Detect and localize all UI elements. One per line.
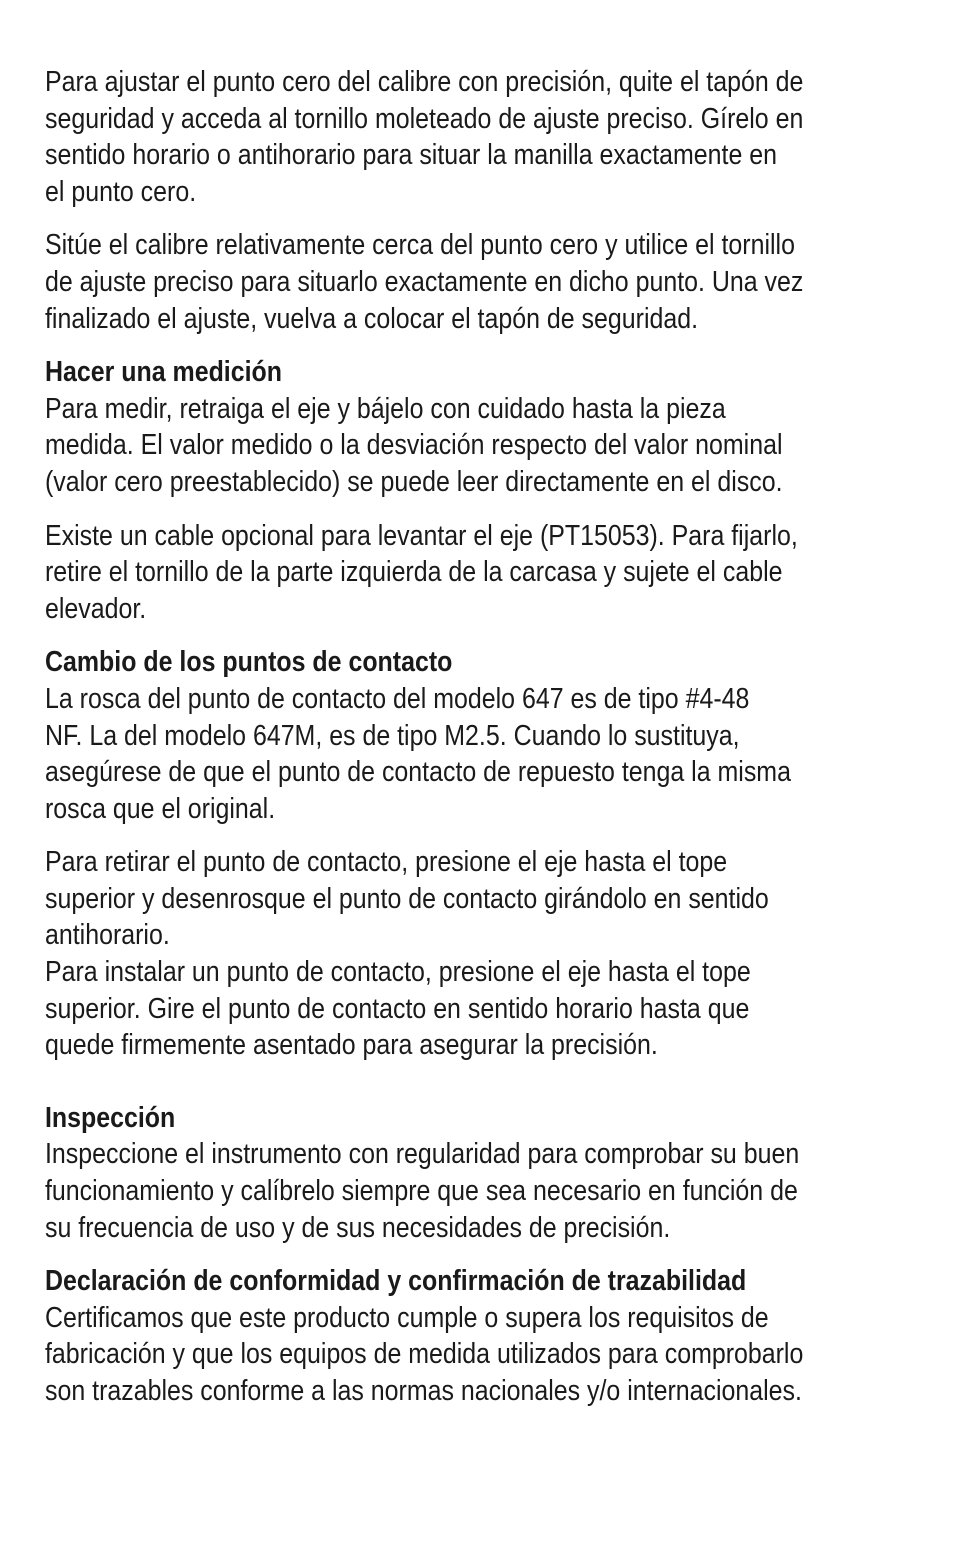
paragraph-lift-cable — [45, 518, 915, 628]
text-line: Para instalar un punto de contacto, presione el eje hasta el tope — [45, 956, 751, 989]
text-line: Existe un cable opcional para levantar el eje (PT15053). Para fijarlo, — [45, 519, 798, 552]
text-line: el punto cero. — [45, 175, 197, 208]
section-inspection — [45, 1100, 915, 1246]
text-line: sentido horario o antihorario para situar la manilla exactamente en — [45, 139, 777, 172]
text-line: rosca que el original. — [45, 792, 276, 825]
section-heading: Hacer una medición — [45, 356, 283, 389]
text-line: finalizado el ajuste, vuelva a colocar el tapón de seguridad. — [45, 302, 699, 335]
text-line: Para ajustar el punto cero del calibre con precisión, quite el tapón de — [45, 66, 804, 98]
paragraph-remove-install — [45, 844, 915, 1064]
text-line: Inspeccione el instrumento con regularidad para comprobar su buen — [45, 1138, 800, 1171]
text-line: funcionamiento y calíbrelo siempre que sea necesario en función de — [45, 1175, 798, 1208]
section-conformity — [45, 1263, 915, 1409]
section-heading: Inspección — [45, 1101, 176, 1134]
text-line: son trazables conforme a las normas nacionales y/o internacionales. — [45, 1375, 802, 1407]
section-heading: Cambio de los puntos de contacto — [45, 646, 453, 679]
paragraph-fine-adjust — [45, 227, 915, 337]
text-line: superior y desenrosque el punto de contacto girándolo en sentido — [45, 882, 769, 915]
text-line: de ajuste preciso para situarlo exactamente en dicho punto. Una vez — [45, 265, 804, 298]
text-line: Sitúe el calibre relativamente cerca del punto cero y utilice el tornillo — [45, 229, 795, 262]
text-line: La rosca del punto de contacto del modelo 647 es de tipo #4-48 — [45, 682, 750, 715]
text-line: (valor cero preestablecido) se puede leer directamente en el disco. — [45, 465, 783, 498]
text-line: superior. Gire el punto de contacto en sentido horario hasta que — [45, 992, 750, 1025]
text-line: quede firmemente asentado para asegurar la precisión. — [45, 1029, 658, 1062]
text-line: elevador. — [45, 592, 147, 625]
text-line: Para medir, retraiga el eje y bájelo con cuidado hasta la pieza — [45, 392, 726, 425]
document-page — [45, 64, 915, 1427]
text-line: asegúrese de que el punto de contacto de repuesto tenga la misma — [45, 756, 791, 789]
text-line: retire el tornillo de la parte izquierda de la carcasa y sujete el cable — [45, 556, 783, 589]
text-line: antihorario. — [45, 919, 170, 952]
text-line: Para retirar el punto de contacto, presione el eje hasta el tope — [45, 846, 728, 879]
section-heading: Declaración de conformidad y confirmación de trazabilidad — [45, 1265, 747, 1298]
text-line: su frecuencia de uso y de sus necesidades de precisión. — [45, 1211, 671, 1244]
text-line: Certificamos que este producto cumple o supera los requisitos de — [45, 1301, 769, 1334]
section-contact-points — [45, 644, 915, 827]
text-line: fabricación y que los equipos de medida utilizados para comprobarlo — [45, 1338, 804, 1371]
section-measurement — [45, 354, 915, 500]
paragraph-zero-adjust — [45, 64, 915, 210]
text-line: medida. El valor medido o la desviación respecto del valor nominal — [45, 429, 783, 462]
text-line: NF. La del modelo 647M, es de tipo M2.5. Cuando lo sustituya, — [45, 719, 740, 752]
text-line: seguridad y acceda al tornillo moleteado de ajuste preciso. Gírelo en — [45, 102, 804, 135]
